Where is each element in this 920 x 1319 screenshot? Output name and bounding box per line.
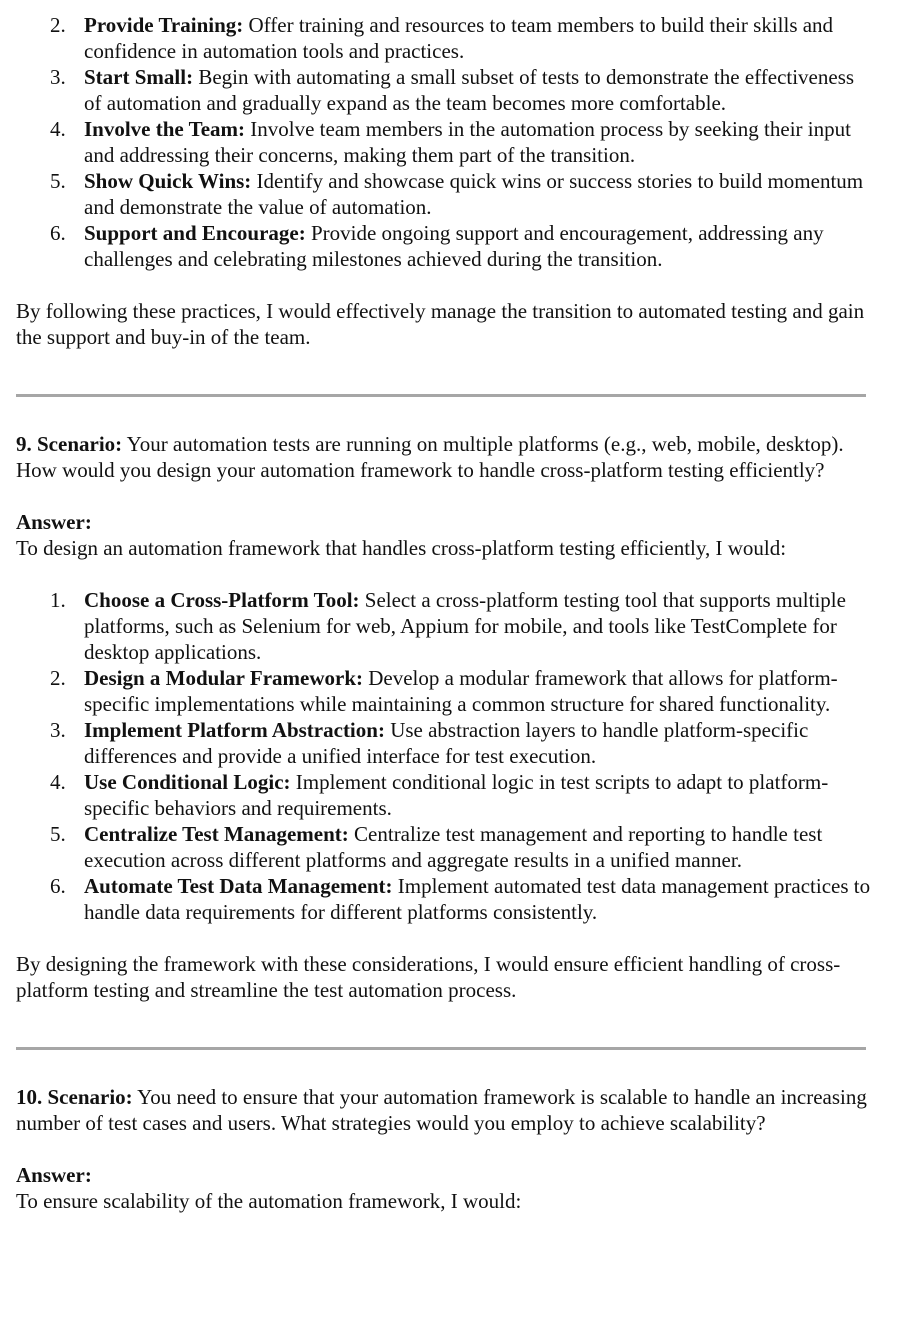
conclusion-paragraph: By following these practices, I would effectively manage the transition to automated testing and gain the support and buy-in of the team. (16, 299, 865, 349)
item-text: Begin with automating a small subset of tests to demonstrate the effectiveness of automation and gradually expand as the team becomes more comfortable. (84, 65, 855, 115)
scenario-text: You need to ensure that your automation framework is scalable to handle an increasing number of test cases and users. What strategies would you employ to achieve scalability? (16, 1085, 867, 1135)
list-item: 4. Use Conditional Logic: Implement conditional logic in test scripts to adapt to platform-specific behaviors and requirements. (50, 770, 829, 820)
conclusion-paragraph: By designing the framework with these considerations, I would ensure efficient handling of cross-platform testing and streamline the test automation process. (16, 952, 841, 1002)
list-item: 6. Support and Encourage: Provide ongoing support and encouragement, addressing any challenges and celebrating milestones achieved during the transition. (50, 221, 824, 271)
item-text: Identify and showcase quick wins or success stories to build momentum and demonstrate the value of automation. (84, 169, 864, 219)
item-text: Provide ongoing support and encouragement, addressing any challenges and celebrating milestones achieved during the transition. (84, 221, 824, 271)
section-divider (16, 1047, 866, 1050)
list-item: 1. Choose a Cross-Platform Tool: Select a cross-platform testing tool that supports multiple platforms, such as Selenium for web, Appium for mobile, and tools like TestComplete for desktop applications. (50, 588, 846, 664)
scenario-text: Your automation tests are running on multiple platforms (e.g., web, mobile, desktop). How would you design your automation framework to handle cross-platform testing efficiently? (16, 432, 844, 482)
item-text: Involve team members in the automation process by seeking their input and addressing their concerns, making them part of the transition. (84, 117, 851, 167)
scenario-question (16, 431, 876, 483)
item-text: Use abstraction layers to handle platform-specific differences and provide a unified interface for test execution. (84, 718, 809, 768)
item-text: Offer training and resources to team members to build their skills and confidence in automation tools and practices. (84, 13, 834, 63)
answer-label: Answer: (16, 1163, 92, 1187)
item-title: Implement Platform Abstraction: (84, 718, 385, 742)
scenario-label: 10. Scenario: (16, 1085, 133, 1109)
item-text: Implement automated test data management practices to handle data requirements for different platforms consistently. (84, 874, 871, 924)
list-item: 3. Start Small: Begin with automating a small subset of tests to demonstrate the effectiveness of automation and gradually expand as the team becomes more comfortable. (50, 65, 855, 115)
item-title: Choose a Cross-Platform Tool: (84, 588, 360, 612)
item-title: Involve the Team: (84, 117, 246, 141)
item-text: Select a cross-platform testing tool that supports multiple platforms, such as Selenium for web, Appium for mobile, and tools like TestComplete for desktop applications. (84, 588, 846, 664)
list-item: 3. Implement Platform Abstraction: Use abstraction layers to handle platform-specific differences and provide a unified interface for test execution. (50, 718, 809, 768)
practices-list (16, 12, 876, 272)
item-title: Support and Encourage: (84, 221, 306, 245)
item-text: Centralize test management and reporting to handle test execution across different platforms and aggregate results in a unified manner. (84, 822, 823, 872)
answer-intro: To ensure scalability of the automation framework, I would: (16, 1189, 522, 1213)
list-item: 2. Design a Modular Framework: Develop a modular framework that allows for platform-specific implementations while maintaining a common structure for shared functionality. (50, 666, 838, 716)
item-title: Automate Test Data Management: (84, 874, 393, 898)
scenario-label: 9. Scenario: (16, 432, 123, 456)
item-text: Implement conditional logic in test scripts to adapt to platform-specific behaviors and requirements. (84, 770, 829, 820)
framework-list (16, 587, 876, 925)
item-title: Provide Training: (84, 13, 244, 37)
scenario-question (16, 1084, 876, 1136)
item-title: Centralize Test Management: (84, 822, 349, 846)
list-item: 4. Involve the Team: Involve team members in the automation process by seeking their input and addressing their concerns, making them part of the transition. (50, 117, 851, 167)
answer-intro: To design an automation framework that handles cross-platform testing efficiently, I would: (16, 536, 787, 560)
list-item: 6. Automate Test Data Management: Implement automated test data management practices to handle data requirements for different platforms consistently. (50, 874, 871, 924)
list-item: 5. Show Quick Wins: Identify and showcase quick wins or success stories to build momentum and demonstrate the value of automation. (50, 169, 864, 219)
item-title: Use Conditional Logic: (84, 770, 291, 794)
list-item: 2. Provide Training: Offer training and resources to team members to build their skills and confidence in automation tools and practices. (50, 13, 834, 63)
item-title: Design a Modular Framework: (84, 666, 363, 690)
item-title: Start Small: (84, 65, 194, 89)
document-page (16, 12, 876, 1214)
answer-label: Answer: (16, 510, 92, 534)
list-item: 5. Centralize Test Management: Centralize test management and reporting to handle test execution across different platforms and aggregate results in a unified manner. (50, 822, 823, 872)
section-divider (16, 394, 866, 397)
item-text: Develop a modular framework that allows for platform-specific implementations while maintaining a common structure for shared functionality. (84, 666, 838, 716)
item-title: Show Quick Wins: (84, 169, 252, 193)
